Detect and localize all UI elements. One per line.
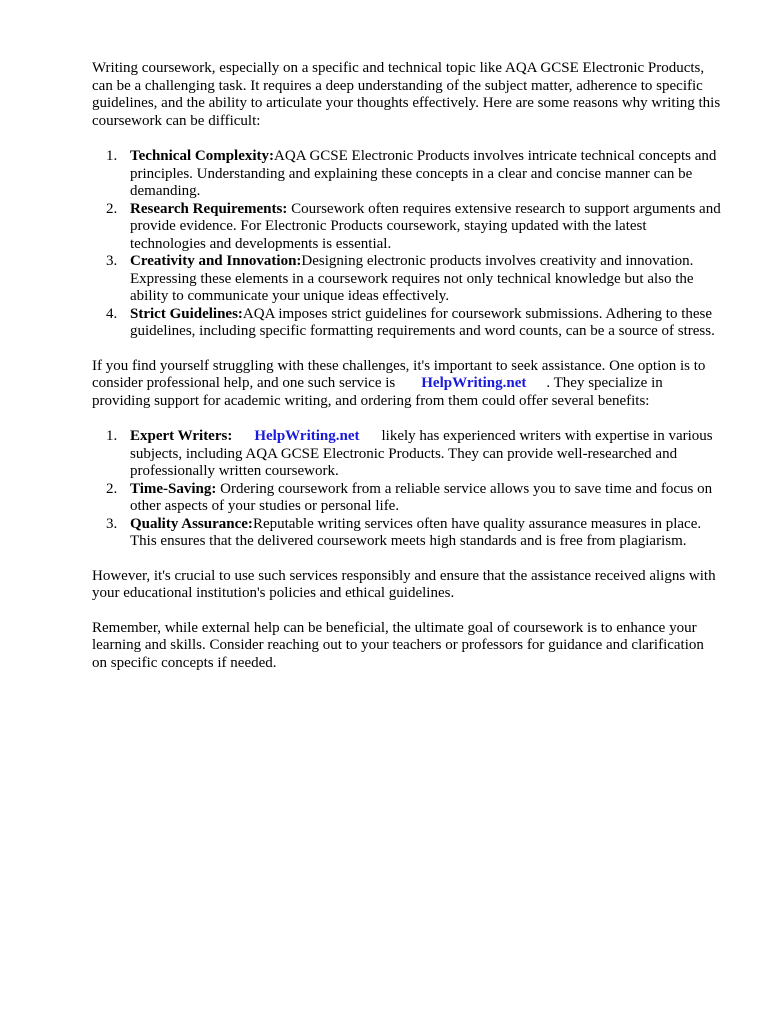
list-item [106, 428, 722, 481]
difficulty-reasons-list [106, 148, 722, 341]
list-item-number: 2. [106, 200, 118, 217]
helpwriting-link[interactable]: HelpWriting.net [254, 428, 360, 444]
list-item-number: 1. [106, 148, 118, 164]
list-item-text: Designing electronic products involves creativity and innovation. Expressing these elements in a coursework requires not only technical knowledge but also the ability to communicate your unique ideas effectively. [130, 253, 694, 304]
benefits-list [106, 428, 722, 551]
list-item-text: Ordering coursework from a reliable service allows you to save time and focus on other aspects of your studies or personal life. [130, 480, 713, 514]
list-item-title: Quality Assurance: [130, 515, 253, 532]
list-item-number: 1. [106, 428, 118, 444]
list-item [106, 148, 722, 201]
list-item [106, 200, 722, 254]
list-item-title: Strict Guidelines: [130, 305, 243, 322]
list-item-title: Technical Complexity: [130, 148, 275, 164]
list-item-title: Creativity and Innovation: [130, 253, 302, 269]
helpwriting-link[interactable]: HelpWriting.net [421, 375, 527, 391]
help-paragraph-before: If you find yourself struggling with these challenges, it's important to seek assistance. One option is to consider professional help, and one such service is [92, 357, 706, 391]
list-item [106, 480, 722, 516]
list-item-text: Reputable writing services often have quality assurance measures in place. This ensures that the delivered coursework meets high standards and is free from plagiarism. [130, 515, 702, 549]
list-item-title: Expert Writers: [130, 428, 233, 444]
list-item-number: 4. [106, 305, 118, 322]
list-item [106, 305, 722, 341]
list-item-number: 3. [106, 253, 118, 269]
list-item-text: Coursework often requires extensive research to support arguments and provide evidence. For Electronic Products coursework, staying updated with the latest technologies and developments is essential. [130, 200, 721, 252]
list-item [106, 515, 722, 551]
document-page [92, 60, 722, 672]
caution-paragraph: However, it's crucial to use such services responsibly and ensure that the assistance received aligns with your educational institution's policies and ethical guidelines. [92, 567, 716, 601]
list-item-number: 3. [106, 515, 118, 532]
list-item-number: 2. [106, 480, 118, 497]
closing-paragraph: Remember, while external help can be beneficial, the ultimate goal of coursework is to enhance your learning and skills. Consider reaching out to your teachers or professors for guidance and clarification on specific concepts if needed. [92, 619, 704, 671]
list-item-text: likely has experienced writers with expertise in various subjects, including AQA GCSE Electronic Products. They can provide well-researched and professionally written coursework. [130, 428, 713, 479]
list-item-title: Research Requirements: [130, 200, 288, 217]
list-item-text: AQA GCSE Electronic Products involves intricate technical concepts and principles. Understanding and explaining these concepts in a clear and concise manner can be demanding. [130, 148, 717, 199]
list-item-text: AQA imposes strict guidelines for coursework submissions. Adhering to these guidelines, including specific formatting requirements and word counts, can be a source of stress. [130, 305, 715, 339]
list-item-title: Time-Saving: [130, 480, 217, 497]
help-paragraph [92, 358, 722, 411]
intro-paragraph: Writing coursework, especially on a specific and technical topic like AQA GCSE Electronic Products, can be a challenging task. It requires a deep understanding of the subject matter, adherence to specific guidelines, and the ability to articulate your thoughts effectively. Here are some reasons why writing this coursework can be difficult: [92, 60, 721, 129]
list-item [106, 253, 722, 306]
help-paragraph-after: . They specialize in providing support for academic writing, and ordering from them could offer several benefits: [92, 375, 663, 409]
